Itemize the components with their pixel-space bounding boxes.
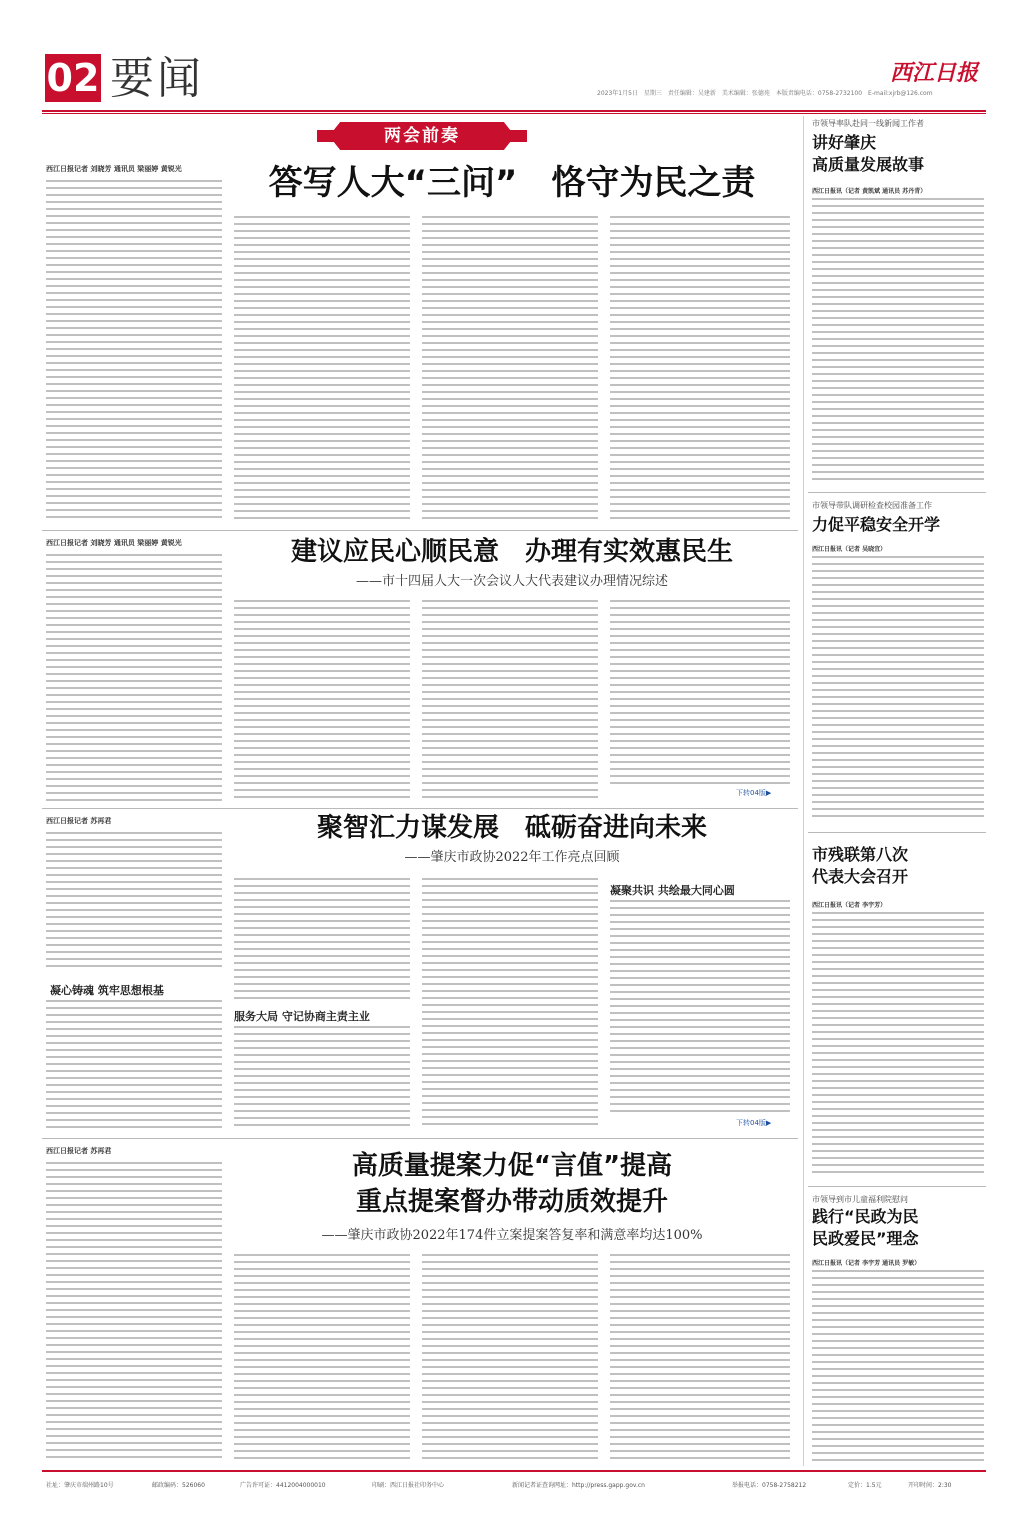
newspaper-page (42, 44, 986, 1496)
sidebar3-title-line2: 代表大会召开 (812, 867, 909, 886)
story1-lead-text (46, 180, 222, 520)
sidebar-divider (808, 1186, 986, 1187)
story3-col0-text (46, 1000, 222, 1128)
sidebar2-text (812, 556, 984, 822)
sidebar1-title-line2: 高质量发展故事 (812, 155, 925, 174)
banner-tag (317, 122, 527, 150)
sidebar3-title-line1: 市残联第八次 (812, 845, 909, 864)
story3-section-c: 凝聚共识 共绘最大同心圆 (610, 884, 735, 897)
story3-col2 (422, 878, 598, 1128)
story4-lead-text (46, 1162, 222, 1462)
footer-printer: 印刷：西江日报社印务中心 (372, 1482, 445, 1489)
story1-byline: 西江日报记者 刘晓芳 通讯员 梁丽婷 黄锐光 (46, 165, 182, 173)
story3-section-b: 服务大局 守记协商主责主业 (234, 1010, 370, 1023)
sidebar4-byline: 西江日报讯（记者 李宇芳 通讯员 罗敏） (812, 1260, 921, 1267)
sidebar2-byline: 西江日报讯（记者 吴晓宜） (812, 546, 887, 553)
story4-col2 (422, 1254, 598, 1462)
story4-headline-line2: 重点提案督办带动质效提升 (355, 1187, 668, 1217)
sidebar1-text (812, 198, 984, 482)
footer-ad-license: 广告许可证：4412004000010 (240, 1482, 326, 1489)
page-number: 02 (46, 56, 100, 100)
story3-headline: 聚智汇力谋发展 砥砺奋进向未来 (316, 813, 707, 843)
footer-press-url[interactable]: 新闻记者证查询网址：http://press.gapp.gov.cn (512, 1482, 645, 1489)
story3-col1-top (234, 878, 410, 1002)
story-divider (42, 530, 798, 531)
story2-lead-text (46, 554, 222, 802)
story3-subheadline: ——肇庆市政协2022年工作亮点回顾 (404, 850, 620, 865)
story3-col3 (610, 900, 790, 1114)
story4-col3 (610, 1254, 790, 1462)
story2-col2 (422, 600, 598, 800)
story1-col1 (234, 216, 410, 520)
story3-continued[interactable]: 下转04版▶ (736, 1119, 772, 1127)
sidebar1-byline: 西江日报讯（记者 黄凯斌 通讯员 苏丹青） (812, 188, 927, 195)
masthead (42, 44, 986, 104)
footer-address: 社址：肇庆市端州路10号 (46, 1482, 114, 1489)
footer-print-time: 开印时间：2:30 (908, 1482, 952, 1489)
story2-col1 (234, 600, 410, 800)
story2-col3 (610, 600, 790, 784)
footer-price: 定价：1.5元 (848, 1482, 882, 1489)
sidebar4-title-line1: 践行“民政为民 (812, 1207, 919, 1226)
section-title: 要闻 (110, 53, 204, 104)
sidebar2-title: 力促平稳安全开学 (812, 515, 941, 534)
story3-col1-bottom (234, 1026, 410, 1128)
story3-lead-text (46, 832, 222, 972)
story1-headline: 答写人大“三问” 恪守为民之责 (268, 163, 756, 203)
header-rule (42, 110, 986, 112)
story2-subheadline: ——市十四届人大一次会议人大代表建议办理情况综述 (355, 574, 668, 589)
column-divider (803, 116, 804, 1466)
story2-headline: 建议应民心顺民意 办理有实效惠民生 (290, 537, 733, 567)
sidebar2-kicker: 市领导带队调研检查校园准备工作 (812, 501, 932, 510)
footer (42, 1470, 986, 1498)
newspaper-logo: 西江日报 (889, 60, 978, 86)
sidebar-divider (808, 832, 986, 833)
story2-continued[interactable]: 下转04版▶ (736, 789, 772, 797)
story1-col3 (610, 216, 790, 520)
sidebar1-kicker: 市领导率队赴同一线新闻工作者 (812, 119, 924, 128)
footer-tel: 举报电话：0758-2758212 (732, 1482, 807, 1489)
sidebar3-byline: 西江日报讯（记者 李宇芳） (812, 902, 887, 909)
edition-meta: 2023年1月5日 星期三 责任编辑：吴建新 美术编辑：张德苑 本版责编电话：0758-2732100 E-mail:xjrb@126.com (597, 90, 933, 97)
sidebar3-text (812, 912, 984, 1176)
sidebar4-text (812, 1270, 984, 1462)
sidebar4-kicker: 市领导到市儿童福利院慰问 (812, 1195, 908, 1204)
story4-subheadline: ——肇庆市政协2022年174件立案提案答复率和满意率均达100% (321, 1228, 703, 1243)
story-divider (42, 1138, 798, 1139)
story1-col2 (422, 216, 598, 520)
story4-byline: 西江日报记者 苏再君 (46, 1147, 112, 1155)
sidebar1-title-line1: 讲好肇庆 (812, 133, 877, 152)
story4-col1 (234, 1254, 410, 1462)
story3-section-a: 凝心铸魂 筑牢思想根基 (50, 984, 164, 997)
banner-label: 两会前奏 (384, 126, 460, 146)
footer-zip: 邮政编码：526060 (152, 1482, 205, 1489)
story3-byline: 西江日报记者 苏再君 (46, 817, 112, 825)
story4-headline-line1: 高质量提案力促“言值”提高 (351, 1151, 673, 1181)
sidebar4-title-line2: 民政爱民”理念 (812, 1229, 919, 1248)
sidebar-divider (808, 492, 986, 493)
story2-byline: 西江日报记者 刘晓芳 通讯员 梁丽婷 黄锐光 (46, 539, 182, 547)
header-rule-thin (42, 113, 986, 114)
